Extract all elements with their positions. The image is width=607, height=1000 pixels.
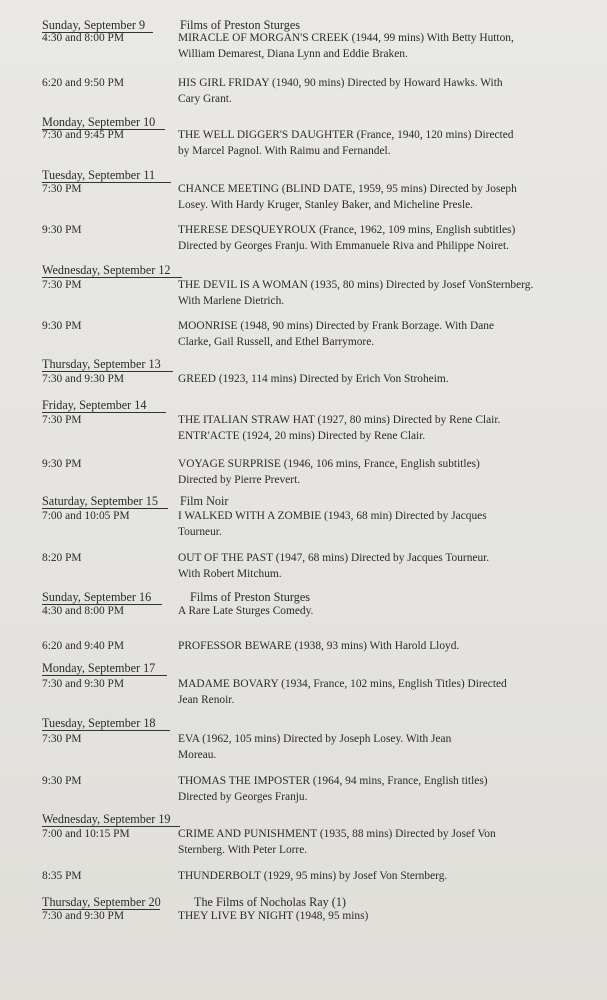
showtime: 7:30 PM (42, 279, 82, 291)
series-title: Film Noir (180, 494, 229, 508)
film-description-line: Clarke, Gail Russell, and Ethel Barrymore. (178, 336, 375, 348)
showtime: 6:20 and 9:40 PM (42, 640, 124, 652)
date-heading: Thursday, September 13 (42, 357, 161, 371)
showtime: 8:20 PM (42, 552, 82, 564)
showtime: 9:30 PM (42, 224, 82, 236)
film-description-line: Tourneur. (178, 526, 222, 538)
film-description-line: by Marcel Pagnol. With Raimu and Fernandel. (178, 145, 391, 157)
film-description-line: MOONRISE (1948, 90 mins) Directed by Frank Borzage. With Dane (178, 320, 494, 332)
film-description-line: Losey. With Hardy Kruger, Stanley Baker, and Micheline Presle. (178, 199, 474, 211)
series-title: Films of Preston Sturges (180, 18, 300, 32)
showtime: 7:30 PM (42, 733, 82, 745)
film-description-line: OUT OF THE PAST (1947, 68 mins) Directed by Jacques Tourneur. (178, 552, 490, 564)
film-description-line: PROFESSOR BEWARE (1938, 93 mins) With Harold Lloyd. (178, 640, 460, 652)
date-heading: Wednesday, September 19 (42, 812, 171, 826)
showtime: 7:30 PM (42, 414, 82, 426)
film-description-line: William Demarest, Diana Lynn and Eddie Braken. (178, 48, 408, 60)
film-description-line: CRIME AND PUNISHMENT (1935, 88 mins) Directed by Josef Von (178, 828, 496, 840)
showtime: 4:30 and 8:00 PM (42, 605, 124, 617)
date-heading: Monday, September 10 (42, 115, 156, 129)
showtime: 7:30 and 9:30 PM (42, 678, 124, 690)
film-description-line: THE DEVIL IS A WOMAN (1935, 80 mins) Directed by Josef VonSternberg. (178, 279, 534, 291)
showtime: 7:00 and 10:05 PM (42, 510, 130, 522)
showtime: 7:30 PM (42, 183, 82, 195)
date-heading: Friday, September 14 (42, 398, 147, 412)
film-description-line: Directed by Pierre Prevert. (178, 474, 301, 486)
film-description-line: Cary Grant. (178, 93, 232, 105)
film-description-line: THUNDERBOLT (1929, 95 mins) by Josef Von Sternberg. (178, 870, 448, 882)
showtime: 9:30 PM (42, 458, 82, 470)
date-heading: Monday, September 17 (42, 661, 156, 675)
film-description-line: Directed by Georges Franju. (178, 791, 308, 803)
showtime: 9:30 PM (42, 320, 82, 332)
film-description-line: THE WELL DIGGER'S DAUGHTER (France, 1940, 120 mins) Directed (178, 129, 514, 141)
showtime: 9:30 PM (42, 775, 82, 787)
date-heading: Sunday, September 9 (42, 18, 146, 32)
showtime: 4:30 and 8:00 PM (42, 32, 124, 44)
film-description-line: A Rare Late Sturges Comedy. (178, 605, 314, 617)
film-description-line: With Marlene Dietrich. (178, 295, 285, 307)
film-description-line: THEY LIVE BY NIGHT (1948, 95 mins) (178, 910, 369, 922)
showtime: 8:35 PM (42, 870, 82, 882)
date-heading: Tuesday, September 18 (42, 716, 156, 730)
date-heading: Thursday, September 20 (42, 895, 161, 909)
date-heading: Wednesday, September 12 (42, 263, 171, 277)
date-heading: Sunday, September 16 (42, 590, 152, 604)
date-underline (42, 675, 167, 676)
film-description-line: Directed by Georges Franju. With Emmanuele Riva and Philippe Noiret. (178, 240, 509, 252)
film-description-line: MIRACLE OF MORGAN'S CREEK (1944, 99 mins) With Betty Hutton, (178, 32, 514, 44)
film-description-line: HIS GIRL FRIDAY (1940, 90 mins) Directed by Howard Hawks. With (178, 77, 503, 89)
film-description-line: EVA (1962, 105 mins) Directed by Joseph Losey. With Jean (178, 733, 452, 745)
film-description-line: MADAME BOVARY (1934, France, 102 mins, English Titles) Directed (178, 678, 507, 690)
film-description-line: ENTR'ACTE (1924, 20 mins) Directed by Rene Clair. (178, 430, 426, 442)
film-description-line: Moreau. (178, 749, 217, 761)
film-description-line: CHANCE MEETING (BLIND DATE, 1959, 95 mins) Directed by Joseph (178, 183, 517, 195)
film-description-line: THOMAS THE IMPOSTER (1964, 94 mins, France, English titles) (178, 775, 488, 787)
film-description-line: GREED (1923, 114 mins) Directed by Erich Von Stroheim. (178, 373, 449, 385)
showtime: 7:00 and 10:15 PM (42, 828, 130, 840)
showtime: 7:30 and 9:45 PM (42, 129, 124, 141)
film-description-line: THE ITALIAN STRAW HAT (1927, 80 mins) Directed by Rene Clair. (178, 414, 501, 426)
date-underline (42, 730, 170, 731)
film-description-line: Jean Renoir. (178, 694, 235, 706)
showtime: 7:30 and 9:30 PM (42, 373, 124, 385)
showtime: 7:30 and 9:30 PM (42, 910, 124, 922)
date-heading: Saturday, September 15 (42, 494, 158, 508)
film-description-line: With Robert Mitchum. (178, 568, 282, 580)
film-description-line: THERESE DESQUEYROUX (France, 1962, 109 mins, English subtitles) (178, 224, 516, 236)
date-heading: Tuesday, September 11 (42, 168, 156, 182)
film-description-line: Sternberg. With Peter Lorre. (178, 844, 308, 856)
showtime: 6:20 and 9:50 PM (42, 77, 124, 89)
series-title: Films of Preston Sturges (190, 590, 310, 604)
series-title: The Films of Nocholas Ray (1) (194, 895, 346, 909)
film-description-line: VOYAGE SURPRISE (1946, 106 mins, France, English subtitles) (178, 458, 480, 470)
film-description-line: I WALKED WITH A ZOMBIE (1943, 68 min) Directed by Jacques (178, 510, 487, 522)
